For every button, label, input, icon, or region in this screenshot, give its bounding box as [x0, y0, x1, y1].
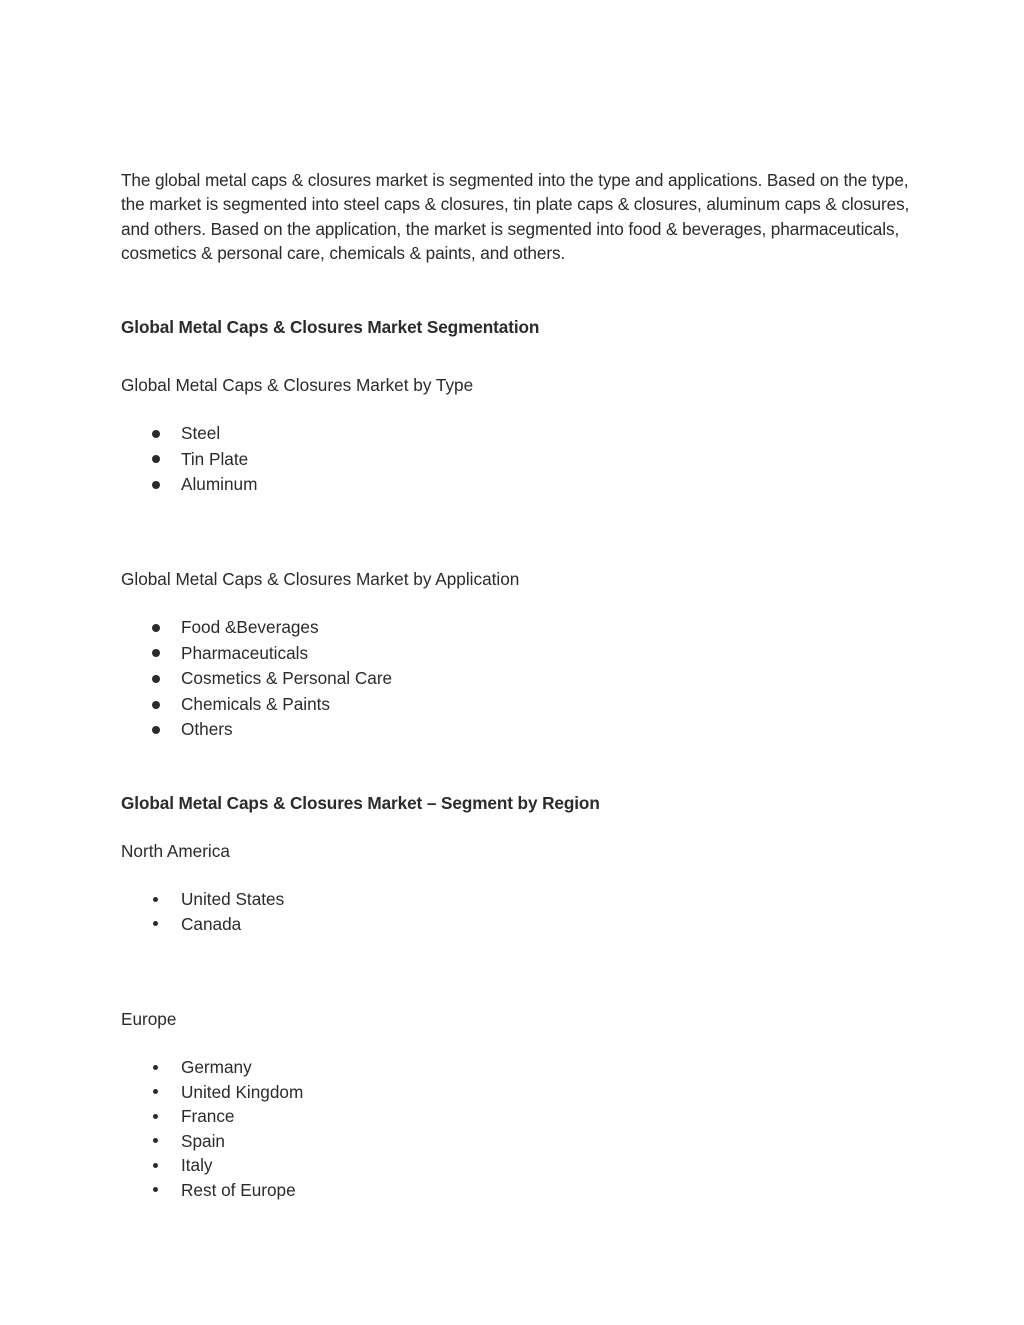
intro-paragraph: The global metal caps & closures market is segmented into the type and applications. Based on the type, the market is segmented into steel caps & closures, tin plate caps & closures, aluminum caps & closures, and others. Based on the application, the market is segmented into food & beverages, pharmaceuticals, cosmetics & personal care, chemicals & paints, and others.: [121, 170, 910, 264]
list-item: Cosmetics & Personal Care: [121, 666, 392, 692]
list-item: Steel: [121, 421, 257, 447]
bullet-icon: [152, 481, 160, 489]
bullet-icon: [153, 897, 158, 902]
by-type-title: Global Metal Caps & Closures Market by Type: [121, 375, 474, 395]
bullet-icon: [152, 455, 160, 463]
bullet-icon: [153, 1138, 158, 1143]
bullet-icon: [152, 726, 160, 734]
bullet-icon: [152, 675, 160, 683]
europe-list: [121, 1055, 303, 1202]
list-item: Germany: [121, 1055, 303, 1080]
list-item: Tin Plate: [121, 447, 257, 473]
list-item: Spain: [121, 1129, 303, 1154]
list-item: United Kingdom: [121, 1080, 303, 1105]
bullet-icon: [153, 1065, 158, 1070]
bullet-icon: [152, 430, 160, 438]
list-item: Pharmaceuticals: [121, 641, 392, 667]
list-item: Chemicals & Paints: [121, 692, 392, 718]
bullet-icon: [153, 1187, 158, 1192]
bullet-icon: [152, 624, 160, 632]
bullet-icon: [152, 701, 160, 709]
north-america-title: North America: [121, 841, 230, 861]
list-item: Canada: [121, 912, 284, 937]
list-item: Aluminum: [121, 472, 257, 498]
list-item: France: [121, 1104, 303, 1129]
by-application-title: Global Metal Caps & Closures Market by Application: [121, 569, 520, 589]
north-america-list: [121, 887, 284, 936]
list-item: Others: [121, 717, 392, 743]
list-item: Food &Beverages: [121, 615, 392, 641]
bullet-icon: [152, 649, 160, 657]
bullet-icon: [153, 1089, 158, 1094]
bullet-icon: [153, 921, 158, 926]
list-item: Rest of Europe: [121, 1178, 303, 1203]
application-list: [121, 615, 392, 743]
bullet-icon: [153, 1163, 158, 1168]
type-list: [121, 421, 257, 498]
list-item: United States: [121, 887, 284, 912]
europe-title: Europe: [121, 1009, 177, 1029]
segmentation-heading: Global Metal Caps & Closures Market Segmentation: [121, 317, 540, 337]
bullet-icon: [153, 1114, 158, 1119]
region-heading: Global Metal Caps & Closures Market – Segment by Region: [121, 793, 600, 813]
list-item: Italy: [121, 1153, 303, 1178]
